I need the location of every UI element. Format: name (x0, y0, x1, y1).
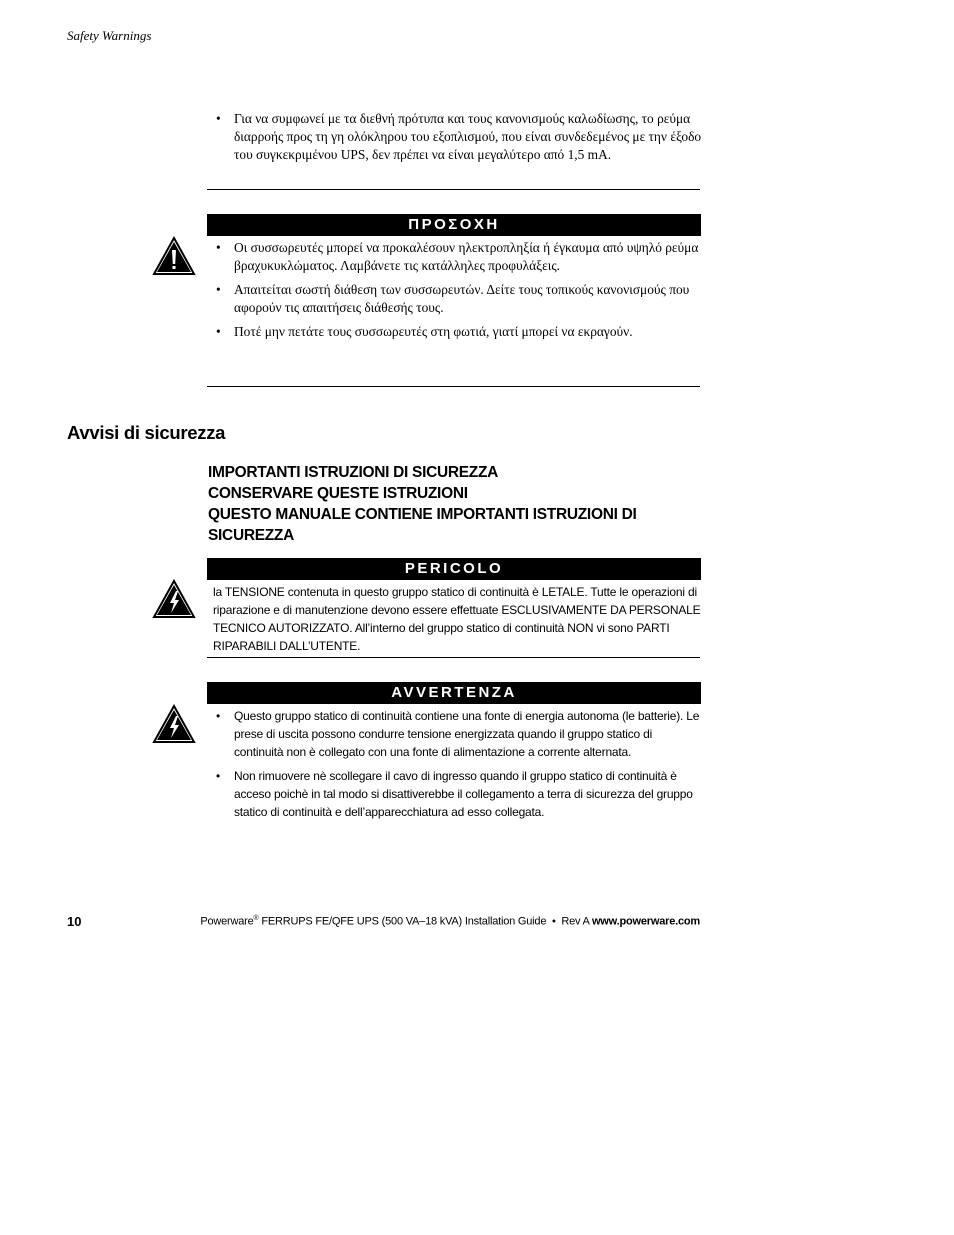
caution-list (208, 239, 703, 347)
warning-list (208, 707, 701, 827)
list-item: • Οι συσσωρευτές μπορεί να προκαλέσουν ηλεκτροπληξία ή έγκαυμα από υψηλό ρεύμα βραχυκυκλώματος. Λαμβάνετε τις κατάλληλες προφυλάξεις. (208, 239, 703, 275)
page-number: 10 (67, 914, 82, 929)
footer-url: www.powerware.com (591, 915, 700, 928)
section-title: Avvisi di sicurezza (67, 422, 226, 443)
greek-leakage-note (208, 110, 703, 170)
caution-banner: ΠΡΟΣΟΧΗ (207, 214, 701, 236)
exclamation-warning-icon (152, 236, 196, 276)
danger-banner: PERICOLO (207, 558, 701, 580)
divider (207, 386, 700, 387)
lightning-warning-icon (152, 704, 196, 744)
divider (207, 657, 700, 658)
lightning-warning-icon (152, 579, 196, 619)
important-line: QUESTO MANUALE CONTIENE IMPORTANTI ISTRUZIONI DI SICUREZZA (208, 506, 637, 544)
footer-brand: Powerware (200, 915, 254, 928)
list-item: • Για να συμφωνεί με τα διεθνή πρότυπα και τους κανονισμούς καλωδίωσης, το ρεύμα διαρροής προς τη γη ολόκληρου του εξοπλισμού, που είναι συνδεδεμένος με την έξοδο του συγκεκριμένου UPS, δεν πρέπει να είναι μεγαλύτερο από 1,5 mA. (208, 110, 703, 164)
footer-text (200, 915, 700, 928)
list-item: • Ποτέ μην πετάτε τους συσσωρευτές στη φωτιά, γιατί μπορεί να εκραγούν. (208, 323, 703, 341)
list-item: • Απαιτείται σωστή διάθεση των συσσωρευτών. Δείτε τους τοπικούς κανονισμούς που αφορούν τις απαιτήσεις διάθεσής τους. (208, 281, 703, 317)
registered-mark: ® (253, 915, 259, 922)
important-instructions (208, 462, 688, 546)
list-item: • Non rimuovere nè scollegare il cavo di ingresso quando il gruppo statico di continuità è acceso poichè in tal modo si disattiverebbe il collegamento a terra di sicurezza del gruppo statico di continuità e dell’apparecchiatura ad esso collegata. (208, 767, 701, 821)
warning-banner: AVVERTENZA (207, 682, 701, 704)
danger-text: la TENSIONE contenuta in questo gruppo statico di continuità è LETALE. Tutte le operazioni di riparazione e di manutenzione devono essere effettuate ESCLUSIVAMENTE DA PERSONALE TECNICO AUTORIZZATO. All’interno del gruppo statico di continuità NON vi sono PARTI RIPARABILI DALL’UTENTE. (213, 585, 701, 653)
footer-title: FERRUPS FE/QFE UPS (500 VA–18 kVA) Installation Guide • Rev A (258, 915, 592, 928)
important-line: CONSERVARE QUESTE ISTRUZIONI (208, 485, 468, 502)
list-item: • Questo gruppo statico di continuità contiene una fonte di energia autonoma (le batterie). Le prese di uscita possono condurre tensione energizzata quando il gruppo statico di continuità non è collegato con una fonte di alimentazione a corrente alternata. (208, 707, 701, 761)
divider (207, 189, 700, 190)
important-line: IMPORTANTI ISTRUZIONI DI SICUREZZA (208, 464, 499, 481)
running-head: Safety Warnings (67, 28, 152, 43)
